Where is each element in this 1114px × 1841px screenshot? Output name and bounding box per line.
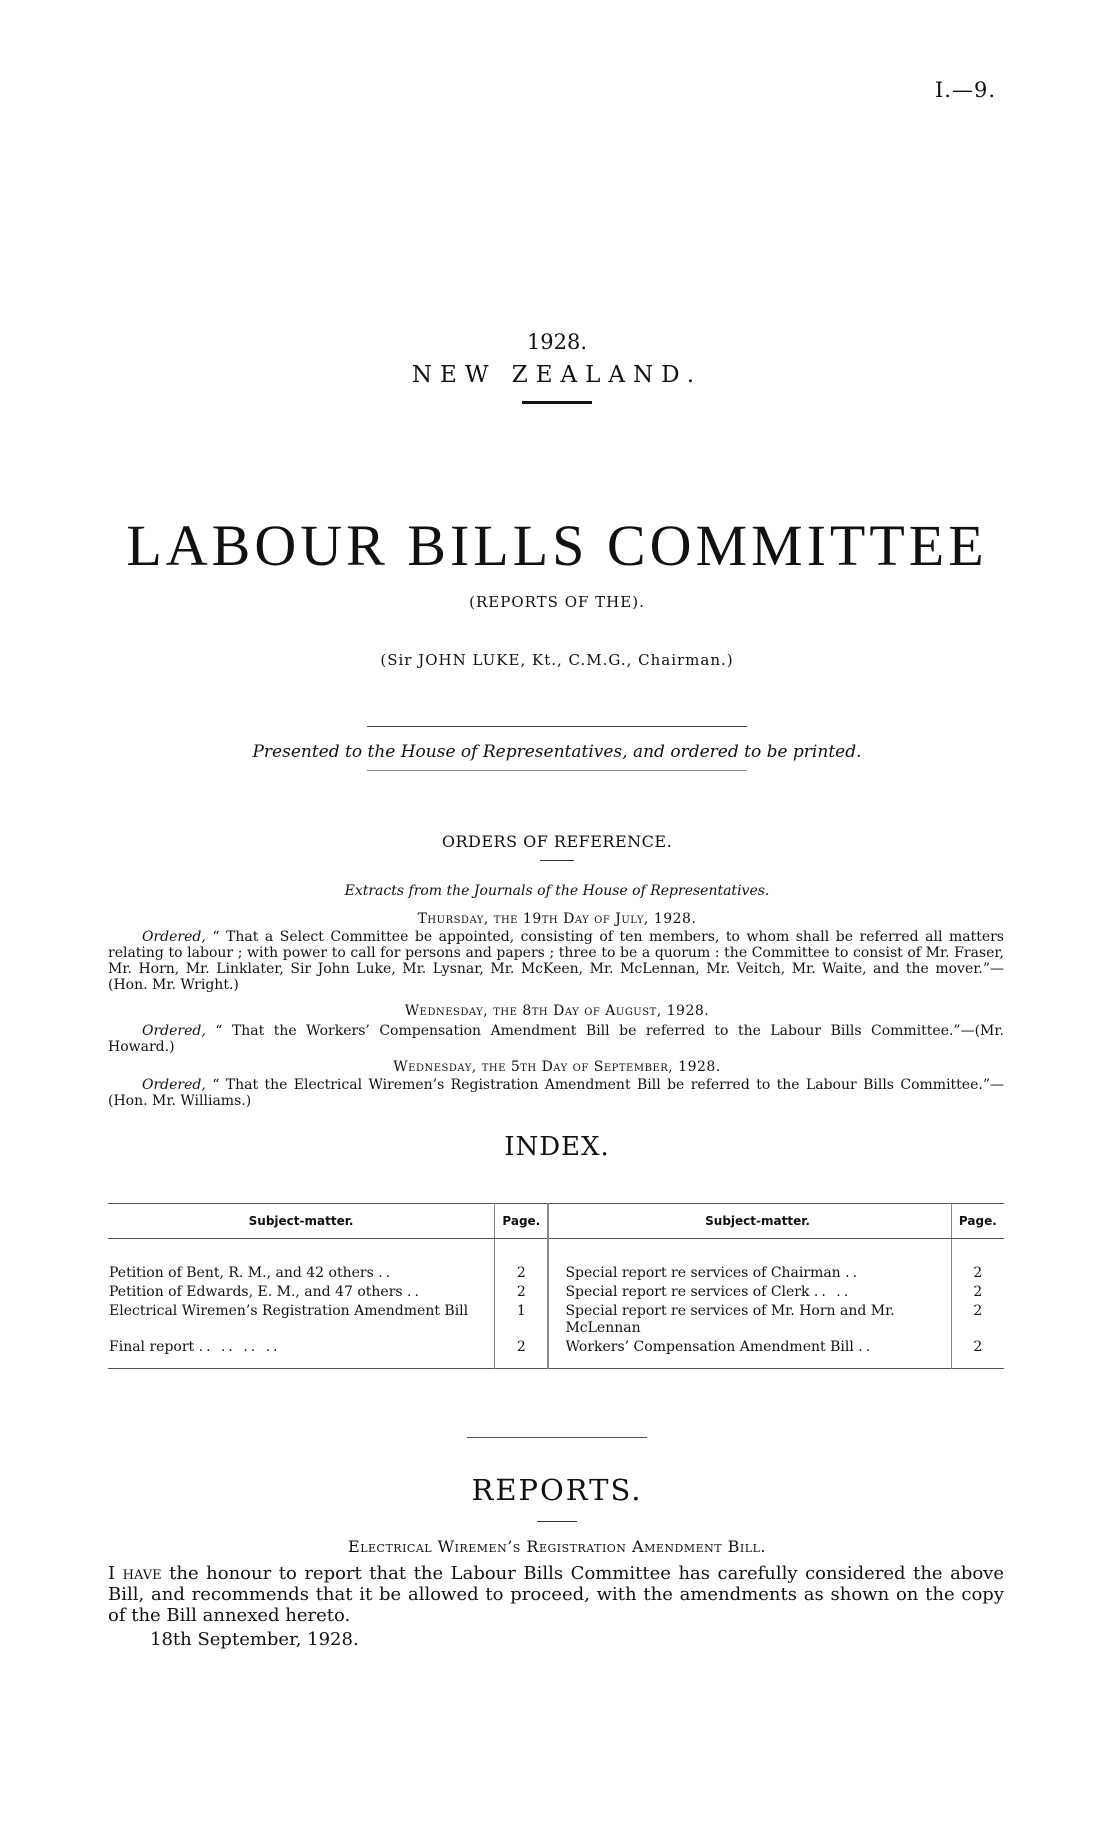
title-divider [522, 401, 592, 404]
index-page: 2 [951, 1338, 1004, 1369]
column-header-subject: Subject-matter. [548, 1204, 951, 1239]
table-row [108, 1283, 1004, 1302]
index-page: 1 [495, 1302, 549, 1338]
order-entry [108, 1023, 1004, 1055]
index-subject: Petition of Edwards, E. M., and 47 others .. [109, 1284, 422, 1300]
presented-top-rule [367, 726, 747, 727]
report-paragraph [108, 1563, 1004, 1626]
index-page: 2 [951, 1239, 1004, 1284]
order-entry [108, 1077, 1004, 1109]
order-text: “ That the Electrical Wiremen’s Registration Amendment Bill be referred to the Labour Bills Committee.”—(Hon. Mr. Williams.) [108, 1077, 1004, 1109]
table-row [108, 1239, 1004, 1284]
column-header-subject: Subject-matter. [108, 1204, 495, 1239]
order-date: Wednesday, the 8th Day of August, 1928. [404, 1003, 710, 1019]
order-text: “ That the Workers’ Compensation Amendment Bill be referred to the Labour Bills Committee.”—(Mr. Howard.) [108, 1023, 1004, 1055]
subtitle: (REPORTS OF THE). [469, 593, 645, 611]
index-subject: Electrical Wiremen’s Registration Amendment Bill [109, 1303, 469, 1319]
reports-divider [537, 1521, 577, 1522]
index-table [108, 1203, 1004, 1369]
main-title: LABOUR BILLS COMMITTEE [126, 513, 988, 578]
table-row [108, 1338, 1004, 1369]
extracts-line: Extracts from the Journals of the House of Representatives. [344, 883, 770, 899]
page-reference: I.—9. [934, 78, 996, 102]
order-date: Thursday, the 19th Day of July, 1928. [417, 911, 697, 927]
index-page: 2 [495, 1239, 549, 1284]
report-date: 18th September, 1928. [150, 1629, 359, 1650]
index-subject: Petition of Bent, R. M., and 42 others .. [109, 1265, 394, 1281]
document-year: 1928. [526, 330, 588, 354]
index-page: 2 [951, 1283, 1004, 1302]
section-divider [467, 1437, 647, 1438]
index-subject: Special report re services of Mr. Horn and Mr. McLennan [548, 1302, 951, 1338]
chairman-line: (Sir JOHN LUKE, Kt., C.M.G., Chairman.) [380, 651, 734, 669]
ordered-label: Ordered, [142, 929, 206, 945]
index-subject: Special report re services of Chairman .. [548, 1239, 951, 1284]
reports-heading: REPORTS. [471, 1473, 643, 1507]
column-header-page: Page. [951, 1204, 1004, 1239]
report-text: the honour to report that the Labour Bills Committee has carefully considered the above Bill, and recommends that it be allowed to proceed, with the amendments as shown on the copy of the Bill annexed hereto. [108, 1563, 1004, 1626]
ordered-label: Ordered, [142, 1023, 206, 1039]
presented-bottom-rule [367, 770, 747, 771]
order-text: “ That a Select Committee be appointed, consisting of ten members, to whom shall be referred all matters relating to labour ; with power to call for persons and papers ; three to be a quorum : the Committee to consist of Mr. Fraser, Mr. Horn, Mr. Linklater, Sir John Luke, Mr. Lysnar, Mr. McKeen, Mr. McLennan, Mr. Veitch, Mr. Waite, and the mover.”—(Hon. Mr. Wright.) [108, 929, 1004, 993]
index-heading: INDEX. [504, 1132, 610, 1162]
orders-divider [540, 860, 574, 861]
index-page: 2 [951, 1302, 1004, 1338]
report-section-title: Electrical Wiremen’s Registration Amendment Bill. [348, 1537, 766, 1556]
column-header-page: Page. [495, 1204, 549, 1239]
table-row [108, 1302, 1004, 1338]
index-subject: Final report .. .. .. .. [109, 1339, 281, 1355]
order-entry [108, 929, 1004, 993]
orders-heading: ORDERS OF REFERENCE. [441, 832, 673, 851]
country-title: NEW ZEALAND. [411, 362, 703, 388]
index-subject: Special report re services of Clerk .. .. [548, 1283, 951, 1302]
report-lead: I have [108, 1563, 162, 1584]
index-page: 2 [495, 1338, 549, 1369]
presented-statement: Presented to the House of Representatives, and ordered to be printed. [252, 742, 862, 762]
index-subject: Workers’ Compensation Amendment Bill .. [548, 1338, 951, 1369]
index-page: 2 [495, 1283, 549, 1302]
order-date: Wednesday, the 5th Day of September, 1928. [393, 1059, 721, 1075]
ordered-label: Ordered, [142, 1077, 206, 1093]
index-header-row [108, 1204, 1004, 1239]
